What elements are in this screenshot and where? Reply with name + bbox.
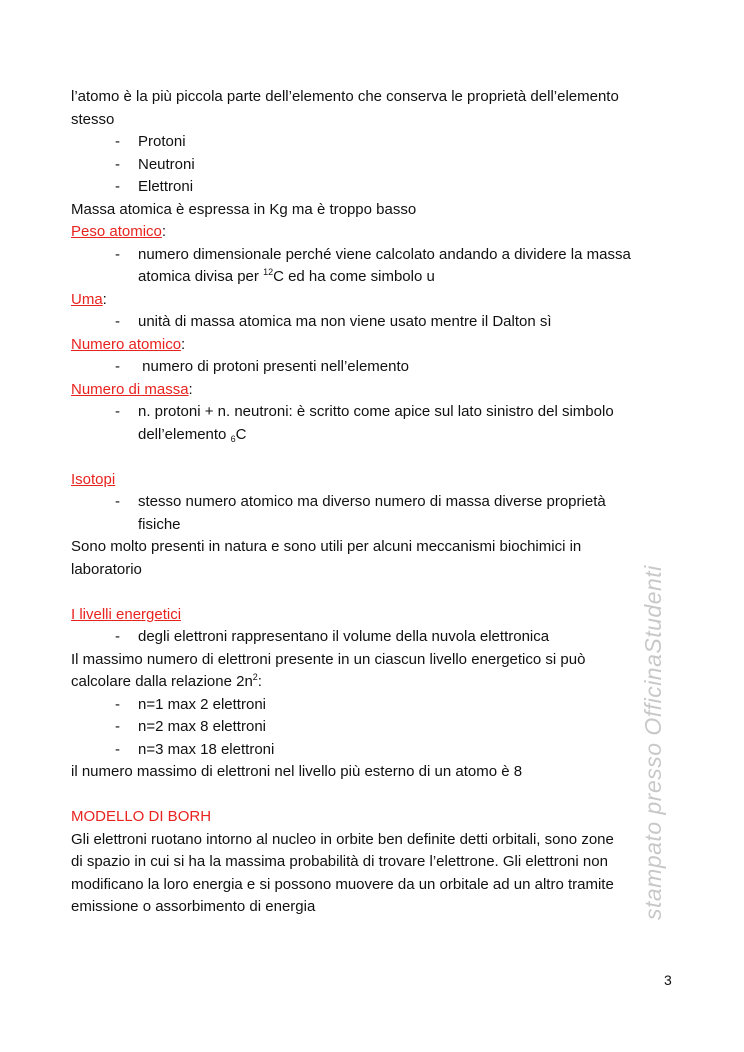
- list-item: - numero di protoni presenti nell’elemento: [115, 358, 409, 375]
- list-item: - numero dimensionale perché viene calcolato andando a dividere la massa: [115, 245, 631, 263]
- paragraph-borh-3: modificano la loro energia e si possono muovere da un orbitale ad un altro tramite: [71, 875, 614, 893]
- heading-peso-atomico: Peso atomico:: [71, 223, 167, 240]
- paragraph-isotopi-2: laboratorio: [71, 560, 142, 578]
- list-item: - degli elettroni rappresentano il volume della nuvola elettronica: [115, 628, 550, 645]
- paragraph-livelli-closing: il numero massimo di elettroni nel livello più esterno di un atomo è 8: [71, 763, 523, 780]
- paragraph-isotopi-1: Sono molto presenti in natura e sono utili per alcuni meccanismi biochimici in: [71, 538, 582, 555]
- paragraph-livelli-1: Il massimo numero di elettroni presente in un ciascun livello energetico si può: [71, 650, 586, 668]
- list-item: - n=1 max 2 elettroni: [115, 695, 266, 713]
- list-item: - Neutroni: [115, 155, 195, 173]
- heading-numero-atomico: Numero atomico:: [71, 335, 186, 353]
- list-item: - stesso numero atomico ma diverso numero di massa diverse proprietà: [115, 493, 606, 510]
- document-page: [71, 86, 671, 919]
- page-number: 3: [664, 972, 672, 988]
- massa-line: Massa atomica è espressa in Kg ma è troppo basso: [71, 200, 417, 218]
- paragraph-livelli-2: calcolare dalla relazione $2n^2$:: [71, 672, 262, 690]
- paragraph-intro-1: l’atomo è la più piccola parte dell’elemento che conserva le proprietà dell’elemento: [71, 88, 619, 105]
- heading-livelli-energetici: I livelli energetici: [71, 605, 182, 623]
- list-item-continuation: fisiche: [138, 515, 181, 533]
- list-item: - n=2 max 8 elettroni: [115, 718, 266, 735]
- heading-uma: Uma:: [71, 290, 107, 308]
- list-item: - Elettroni: [115, 178, 194, 195]
- list-item: - n=3 max 18 elettroni: [115, 740, 275, 758]
- list-item-continuation: atomica divisa per $^{12}$C ed ha come simbolo u: [138, 267, 435, 285]
- heading-isotopi: Isotopi: [71, 470, 116, 488]
- paragraph-borh-2: di spazio in cui si ha la massima probabilità di trovare l’elettrone. Gli elettroni non: [71, 853, 608, 870]
- heading-modello-di-borh: MODELLO DI BORH: [71, 808, 212, 825]
- list-item: - n. protoni + n. neutroni: è scritto come apice sul lato sinistro del simbolo: [115, 403, 614, 420]
- list-item: - unità di massa atomica ma non viene usato mentre il Dalton sì: [115, 313, 552, 330]
- paragraph-borh-1: Gli elettroni ruotano intorno al nucleo in orbite ben definite detti orbitali, sono zone: [71, 830, 614, 848]
- watermark: stampato presso OfficinaStudenti: [640, 565, 666, 920]
- list-item: - Protoni: [115, 133, 186, 150]
- heading-numero-di-massa: Numero di massa:: [71, 380, 193, 398]
- paragraph-borh-4: emissione o assorbimento di energia: [71, 898, 316, 915]
- paragraph-intro-2: stesso: [71, 110, 115, 128]
- list-item-continuation: dell’elemento $_6$C: [138, 425, 247, 444]
